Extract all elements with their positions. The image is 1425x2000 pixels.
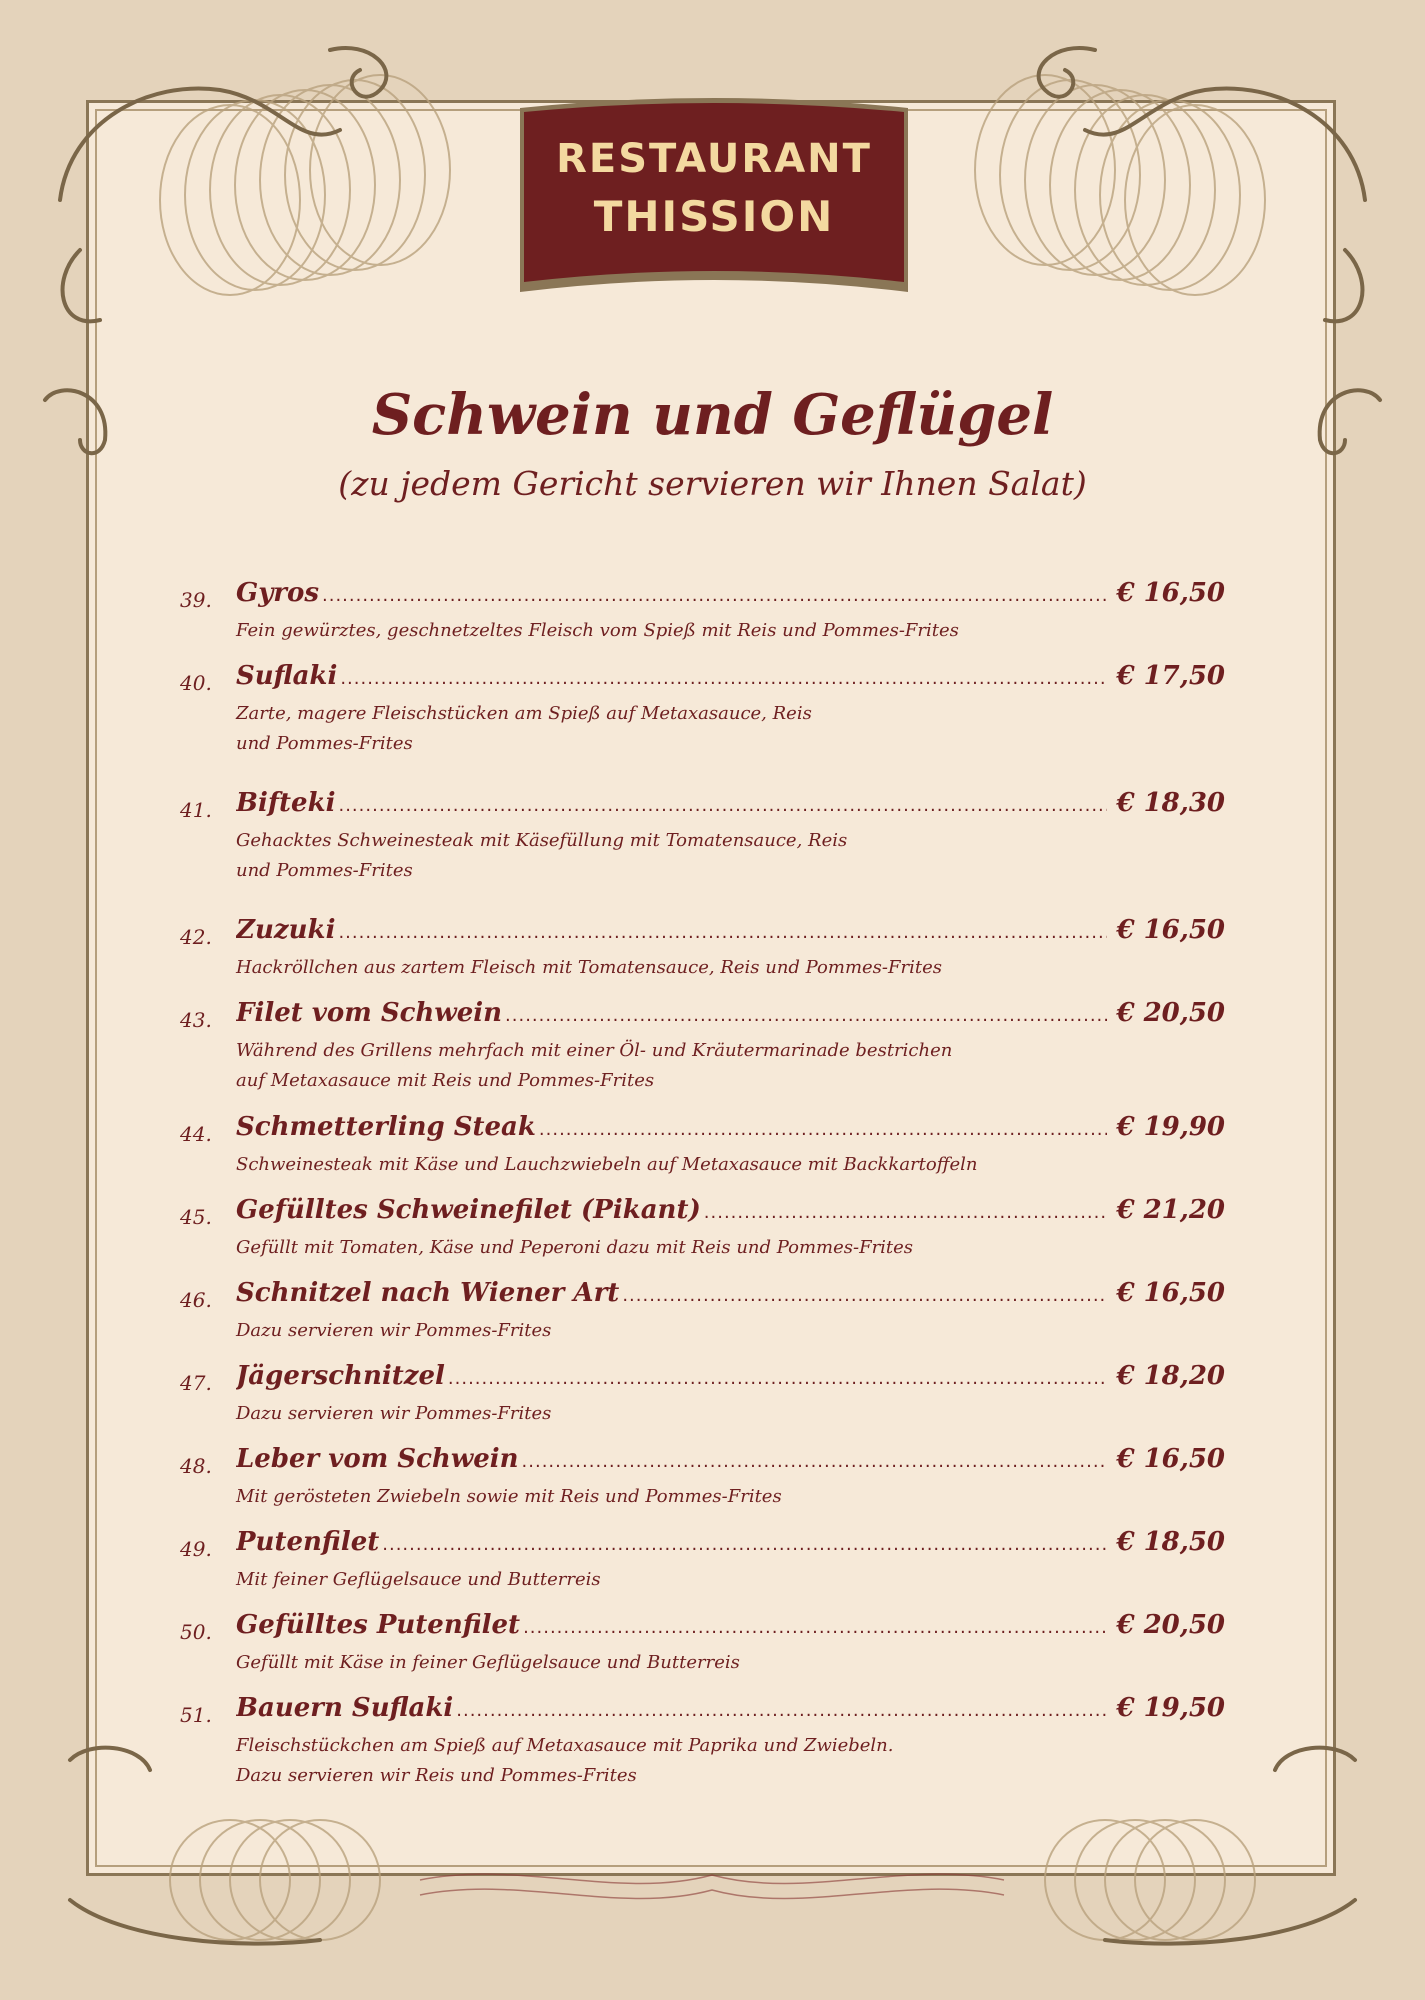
dot-leader [236, 1610, 1107, 1646]
menu-item [180, 661, 1225, 754]
item-price: € 18,20 [1116, 1361, 1225, 1391]
item-number: 44. [180, 1122, 212, 1146]
dot-leader [236, 578, 1107, 614]
item-number: 49. [180, 1537, 212, 1561]
item-price: € 16,50 [1116, 1444, 1225, 1474]
item-number: 42. [180, 925, 212, 949]
menu-item [180, 998, 1225, 1091]
dot-leader [236, 1195, 1107, 1231]
menu-item [180, 1112, 1225, 1175]
item-name: Gefülltes Schweinefilet (Pikant) [236, 1195, 704, 1225]
description-line: auf Metaxasauce mit Reis und Pommes-Frites [236, 1070, 655, 1091]
dot-leader [236, 788, 1107, 824]
item-description [236, 1233, 1136, 1263]
dot-leader [236, 1693, 1107, 1729]
menu-item-row [180, 1444, 1225, 1484]
item-name: Jägerschnitzel [236, 1361, 448, 1391]
description-line: Dazu servieren wir Reis und Pommes-Frites [236, 1765, 637, 1786]
menu-item [180, 788, 1225, 881]
item-description [236, 699, 1136, 759]
restaurant-name [520, 130, 908, 246]
description-line: Schweinesteak mit Käse und Lauchzwiebeln auf Metaxasauce mit Backkartoffeln [236, 1154, 978, 1175]
item-price: € 20,50 [1116, 998, 1225, 1028]
item-description [236, 616, 1136, 646]
item-price: € 18,30 [1116, 788, 1225, 818]
item-name: Gyros [236, 578, 322, 608]
description-line: Gefüllt mit Käse in feiner Geflügelsauce und Butterreis [236, 1652, 740, 1673]
menu-item-row [180, 998, 1225, 1038]
menu-item [180, 1195, 1225, 1258]
description-line: Mit feiner Geflügelsauce und Butterreis [236, 1569, 601, 1590]
menu-item-row [180, 1610, 1225, 1650]
menu-item-row [180, 788, 1225, 828]
item-description [236, 1399, 1136, 1429]
item-name: Schmetterling Steak [236, 1112, 539, 1142]
item-number: 40. [180, 671, 212, 695]
dot-leader [236, 1444, 1107, 1480]
item-name: Suflaki [236, 661, 340, 691]
description-line: Dazu servieren wir Pommes-Frites [236, 1320, 552, 1341]
item-name: Putenfilet [236, 1527, 382, 1557]
menu-item [180, 1278, 1225, 1341]
item-name: Zuzuki [236, 915, 338, 945]
description-line: Dazu servieren wir Pommes-Frites [236, 1403, 552, 1424]
menu-item-row [180, 1195, 1225, 1235]
menu-item [180, 1610, 1225, 1673]
item-number: 43. [180, 1008, 212, 1032]
menu-item-row [180, 1361, 1225, 1401]
item-number: 41. [180, 798, 212, 822]
item-description [236, 1648, 1136, 1678]
menu-item [180, 578, 1225, 641]
description-line: Gefüllt mit Tomaten, Käse und Peperoni dazu mit Reis und Pommes-Frites [236, 1237, 914, 1258]
item-name: Bifteki [236, 788, 338, 818]
item-price: € 18,50 [1116, 1527, 1225, 1557]
description-line: Gehacktes Schweinesteak mit Käsefüllung mit Tomatensauce, Reis [236, 830, 848, 851]
item-description [236, 1316, 1136, 1346]
item-number: 51. [180, 1703, 212, 1727]
item-description [236, 1150, 1136, 1180]
dot-leader [236, 1112, 1107, 1148]
description-line: Fleischstückchen am Spieß auf Metaxasauce mit Paprika und Zwiebeln. [236, 1735, 894, 1756]
item-description [236, 1731, 1136, 1791]
menu-item-row [180, 1112, 1225, 1152]
description-line: Während des Grillens mehrfach mit einer Öl- und Kräutermarinade bestrichen [236, 1040, 953, 1061]
item-number: 46. [180, 1288, 212, 1312]
item-number: 48. [180, 1454, 212, 1478]
menu-item [180, 1444, 1225, 1507]
item-price: € 19,50 [1116, 1693, 1225, 1723]
item-price: € 16,50 [1116, 578, 1225, 608]
item-number: 39. [180, 588, 212, 612]
item-description [236, 1482, 1136, 1512]
item-price: € 16,50 [1116, 915, 1225, 945]
description-line: Fein gewürztes, geschnetzeltes Fleisch vom Spieß mit Reis und Pommes-Frites [236, 620, 959, 641]
item-price: € 17,50 [1116, 661, 1225, 691]
item-name: Schnitzel nach Wiener Art [236, 1278, 622, 1308]
item-number: 45. [180, 1205, 212, 1229]
item-name: Bauern Suflaki [236, 1693, 456, 1723]
menu-item [180, 1361, 1225, 1424]
item-price: € 21,20 [1116, 1195, 1225, 1225]
menu-item-row [180, 578, 1225, 618]
item-name: Leber vom Schwein [236, 1444, 522, 1474]
item-number: 50. [180, 1620, 212, 1644]
banner-line-2: THISSION [593, 192, 835, 241]
dot-leader [236, 998, 1107, 1034]
item-description [236, 1036, 1136, 1096]
item-number: 47. [180, 1371, 212, 1395]
item-name: Filet vom Schwein [236, 998, 505, 1028]
dot-leader [236, 1278, 1107, 1314]
menu-item-row [180, 661, 1225, 701]
item-price: € 19,90 [1116, 1112, 1225, 1142]
menu-item-row [180, 1278, 1225, 1318]
page-subtitle: (zu jedem Gericht servieren wir Ihnen Salat) [338, 464, 1087, 503]
menu-item-row [180, 915, 1225, 955]
page-title: Schwein und Geflügel [371, 382, 1054, 448]
menu-item [180, 1693, 1225, 1786]
item-price: € 16,50 [1116, 1278, 1225, 1308]
dot-leader [236, 1361, 1107, 1397]
description-line: und Pommes-Frites [236, 733, 413, 754]
description-line: Mit gerösteten Zwiebeln sowie mit Reis und Pommes-Frites [236, 1486, 782, 1507]
banner-line-1: RESTAURANT [556, 136, 872, 182]
description-line: Zarte, magere Fleischstücken am Spieß auf Metaxasauce, Reis [236, 703, 812, 724]
description-line: Hackröllchen aus zartem Fleisch mit Tomatensauce, Reis und Pommes-Frites [236, 957, 942, 978]
menu-item-row [180, 1527, 1225, 1567]
menu-item-row [180, 1693, 1225, 1733]
description-line: und Pommes-Frites [236, 860, 413, 881]
item-description [236, 953, 1136, 983]
item-description [236, 826, 1136, 886]
item-price: € 20,50 [1116, 1610, 1225, 1640]
dot-leader [236, 915, 1107, 951]
menu-item [180, 915, 1225, 978]
item-name: Gefülltes Putenfilet [236, 1610, 523, 1640]
item-description [236, 1565, 1136, 1595]
dot-leader [236, 1527, 1107, 1563]
menu-item [180, 1527, 1225, 1590]
dot-leader [236, 661, 1107, 697]
